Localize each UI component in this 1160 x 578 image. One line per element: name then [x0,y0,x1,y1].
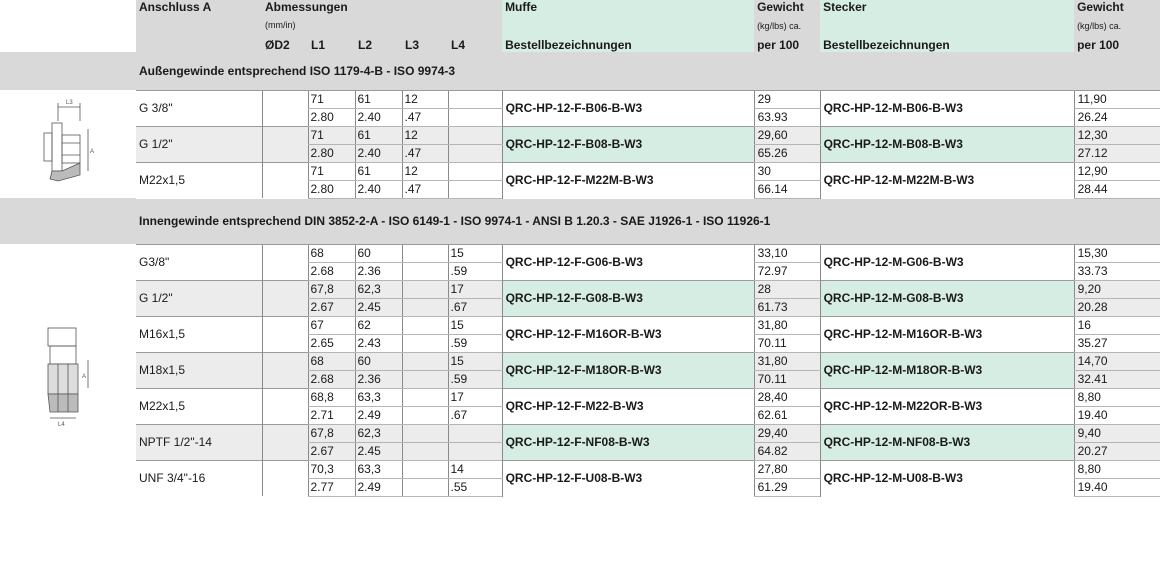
l1-in: 2.80 [308,108,355,126]
stecker-order-code: QRC-HP-12-M-M18OR-B-W3 [820,352,1074,388]
header-row-1 [0,0,1160,18]
l2-mm: 62,3 [355,280,402,298]
thread-label: UNF 3/4"-16 [136,460,262,496]
l1-mm: 71 [308,162,355,180]
fitting-drawing-cell [0,90,136,198]
stecker-weight-lbs: 26.24 [1074,108,1160,126]
muffe-weight-lbs: 61.29 [754,478,820,496]
l3-in [402,334,448,352]
l2-mm: 61 [355,126,402,144]
table-row [0,244,1160,262]
l1-in: 2.80 [308,180,355,198]
d2-value [262,388,308,424]
d2-value [262,280,308,316]
section-title: Innengewinde entsprechend DIN 3852-2-A - ISO 6149-1 - ISO 9974-1 - ANSI B 1.20.3 - SAE J1926-1 - ISO 11926-1 [136,198,1160,244]
stecker-weight-lbs: 32.41 [1074,370,1160,388]
l2-mm: 63,3 [355,460,402,478]
stecker-weight-lbs: 19.40 [1074,478,1160,496]
l3-in: .47 [402,108,448,126]
d2-value [262,460,308,496]
l1-in: 2.80 [308,144,355,162]
thread-label: M18x1,5 [136,352,262,388]
stecker-weight-kg: 15,30 [1074,244,1160,262]
l1-in: 2.68 [308,262,355,280]
col-anschluss: Anschluss A [136,0,262,52]
stecker-weight-kg: 9,40 [1074,424,1160,442]
l4-in: .67 [448,406,502,424]
l2-in: 2.40 [355,108,402,126]
muffe-weight-kg: 29,60 [754,126,820,144]
svg-text:L3: L3 [66,99,73,106]
l2-in: 2.40 [355,144,402,162]
muffe-weight-lbs: 61.73 [754,298,820,316]
stecker-order-code: QRC-HP-12-M-NF08-B-W3 [820,424,1074,460]
l4-mm: 15 [448,244,502,262]
l4-mm: 15 [448,352,502,370]
l3-mm [402,280,448,298]
l1-in: 2.68 [308,370,355,388]
thread-label: G 3/8" [136,90,262,126]
l4-mm: 17 [448,388,502,406]
muffe-order-code: QRC-HP-12-F-G08-B-W3 [502,280,754,316]
muffe-order-code: QRC-HP-12-F-U08-B-W3 [502,460,754,496]
stecker-weight-kg: 16 [1074,316,1160,334]
l1-mm: 71 [308,90,355,108]
muffe-order-code: QRC-HP-12-F-M18OR-B-W3 [502,352,754,388]
l2-mm: 63,3 [355,388,402,406]
l1-in: 2.67 [308,442,355,460]
l3-mm: 12 [402,90,448,108]
thread-label: M22x1,5 [136,162,262,198]
stecker-weight-kg: 14,70 [1074,352,1160,370]
l3-mm [402,388,448,406]
stecker-weight-kg: 8,80 [1074,460,1160,478]
unit-kg-muffe: (kg/lbs) ca. [754,18,820,34]
col-per100-muffe: per 100 [754,34,820,52]
l3-mm [402,316,448,334]
section-external-thread [0,52,1160,90]
d2-value [262,162,308,198]
thread-label: G 1/2" [136,280,262,316]
l1-mm: 68 [308,352,355,370]
section-internal-thread [0,198,1160,244]
l2-in: 2.49 [355,478,402,496]
l4-in [448,144,502,162]
l2-mm: 62 [355,316,402,334]
l4-in: .59 [448,370,502,388]
l3-in [402,370,448,388]
stecker-order-code: QRC-HP-12-M-B06-B-W3 [820,90,1074,126]
l3-mm [402,352,448,370]
muffe-weight-lbs: 70.11 [754,334,820,352]
muffe-weight-lbs: 66.14 [754,180,820,198]
table-row [0,460,1160,478]
table-row [0,388,1160,406]
l2-in: 2.43 [355,334,402,352]
l2-mm: 61 [355,162,402,180]
col-stecker: Stecker [820,0,1074,18]
stecker-weight-lbs: 28.44 [1074,180,1160,198]
stecker-weight-lbs: 35.27 [1074,334,1160,352]
stecker-order-code: QRC-HP-12-M-U08-B-W3 [820,460,1074,496]
muffe-weight-kg: 29 [754,90,820,108]
stecker-weight-kg: 11,90 [1074,90,1160,108]
col-abmessungen: Abmessungen [262,0,502,18]
l4-in: .59 [448,262,502,280]
col-d2: ØD2 [262,34,308,52]
l2-in: 2.49 [355,406,402,424]
l3-in [402,478,448,496]
l4-mm [448,424,502,442]
muffe-order-code: QRC-HP-12-F-M22M-B-W3 [502,162,754,198]
muffe-weight-kg: 31,80 [754,316,820,334]
stecker-weight-kg: 12,90 [1074,162,1160,180]
l3-mm [402,424,448,442]
stecker-order-code: QRC-HP-12-M-G08-B-W3 [820,280,1074,316]
d2-value [262,352,308,388]
l3-mm: 12 [402,162,448,180]
col-l2: L2 [355,34,402,52]
l4-mm [448,90,502,108]
muffe-weight-kg: 28,40 [754,388,820,406]
l2-in: 2.36 [355,262,402,280]
muffe-weight-kg: 28 [754,280,820,298]
l1-mm: 68 [308,244,355,262]
muffe-weight-kg: 27,80 [754,460,820,478]
col-l1: L1 [308,34,355,52]
muffe-order-code: QRC-HP-12-F-G06-B-W3 [502,244,754,280]
muffe-weight-kg: 33,10 [754,244,820,262]
d2-value [262,424,308,460]
col-gewicht-muffe: Gewicht [754,0,820,18]
l1-mm: 68,8 [308,388,355,406]
stecker-order-code: QRC-HP-12-M-G06-B-W3 [820,244,1074,280]
svg-text:A: A [82,373,87,380]
l2-mm: 62,3 [355,424,402,442]
l1-mm: 67,8 [308,424,355,442]
fitting-drawing-cell [0,244,136,496]
l1-in: 2.77 [308,478,355,496]
l4-in [448,108,502,126]
d2-value [262,244,308,280]
muffe-weight-lbs: 70.11 [754,370,820,388]
l1-in: 2.67 [308,298,355,316]
l4-in: .55 [448,478,502,496]
muffe-order-code: QRC-HP-12-F-B06-B-W3 [502,90,754,126]
l3-in: .47 [402,180,448,198]
l4-in: .59 [448,334,502,352]
thread-label: G 1/2" [136,126,262,162]
col-gewicht-stecker: Gewicht [1074,0,1160,18]
l2-in: 2.40 [355,180,402,198]
table-row [0,280,1160,298]
muffe-weight-kg: 30 [754,162,820,180]
table-row [0,90,1160,108]
l3-in [402,262,448,280]
muffe-weight-kg: 29,40 [754,424,820,442]
l1-mm: 70,3 [308,460,355,478]
stecker-weight-lbs: 33.73 [1074,262,1160,280]
l4-mm: 15 [448,316,502,334]
l1-mm: 67,8 [308,280,355,298]
muffe-weight-lbs: 63.93 [754,108,820,126]
l2-in: 2.45 [355,442,402,460]
external-thread-fitting-drawing [28,93,108,193]
muffe-weight-kg: 31,80 [754,352,820,370]
d2-value [262,316,308,352]
l4-mm [448,126,502,144]
l2-in: 2.36 [355,370,402,388]
muffe-order-code: QRC-HP-12-F-M22-B-W3 [502,388,754,424]
table-row [0,352,1160,370]
table-row [0,424,1160,442]
internal-thread-fitting-drawing [28,304,108,434]
l3-in: .47 [402,144,448,162]
muffe-order-code: QRC-HP-12-F-B08-B-W3 [502,126,754,162]
l4-in: .67 [448,298,502,316]
col-per100-stecker: per 100 [1074,34,1160,52]
thread-label: M16x1,5 [136,316,262,352]
table-row [0,162,1160,180]
l1-mm: 67 [308,316,355,334]
muffe-weight-lbs: 72.97 [754,262,820,280]
l3-mm [402,244,448,262]
muffe-order-code: QRC-HP-12-F-NF08-B-W3 [502,424,754,460]
stecker-weight-lbs: 19.40 [1074,406,1160,424]
d2-value [262,90,308,126]
stecker-order-code: QRC-HP-12-M-M22OR-B-W3 [820,388,1074,424]
l4-mm: 17 [448,280,502,298]
col-bestell-stecker: Bestellbezeichnungen [820,34,1074,52]
l1-in: 2.65 [308,334,355,352]
muffe-weight-lbs: 62.61 [754,406,820,424]
stecker-order-code: QRC-HP-12-M-M22M-B-W3 [820,162,1074,198]
section-title: Außengewinde entsprechend ISO 1179-4-B - ISO 9974-3 [136,52,1160,90]
l4-mm: 14 [448,460,502,478]
l3-mm: 12 [402,126,448,144]
l3-in [402,298,448,316]
l1-mm: 71 [308,126,355,144]
thread-label: NPTF 1/2"-14 [136,424,262,460]
stecker-weight-kg: 8,80 [1074,388,1160,406]
l1-in: 2.71 [308,406,355,424]
l4-in [448,442,502,460]
stecker-weight-lbs: 20.27 [1074,442,1160,460]
thread-label: G3/8" [136,244,262,280]
unit-mm: (mm/in) [262,18,502,34]
l4-mm [448,162,502,180]
stecker-weight-kg: 9,20 [1074,280,1160,298]
col-l4: L4 [448,34,502,52]
col-muffe: Muffe [502,0,754,18]
table-row [0,126,1160,144]
l2-mm: 60 [355,352,402,370]
l4-in [448,180,502,198]
l3-in [402,406,448,424]
muffe-order-code: QRC-HP-12-F-M16OR-B-W3 [502,316,754,352]
thread-label: M22x1,5 [136,388,262,424]
stecker-order-code: QRC-HP-12-M-B08-B-W3 [820,126,1074,162]
col-l3: L3 [402,34,448,52]
header-blank [0,0,136,52]
muffe-weight-lbs: 64.82 [754,442,820,460]
svg-text:A: A [90,148,95,155]
stecker-weight-lbs: 27.12 [1074,144,1160,162]
stecker-weight-kg: 12,30 [1074,126,1160,144]
l2-mm: 60 [355,244,402,262]
l3-mm [402,460,448,478]
l2-mm: 61 [355,90,402,108]
muffe-weight-lbs: 65.26 [754,144,820,162]
d2-value [262,126,308,162]
svg-text:L4: L4 [58,421,65,428]
l3-in [402,442,448,460]
stecker-order-code: QRC-HP-12-M-M16OR-B-W3 [820,316,1074,352]
l2-in: 2.45 [355,298,402,316]
table-row [0,316,1160,334]
unit-kg-stecker: (kg/lbs) ca. [1074,18,1160,34]
stecker-weight-lbs: 20.28 [1074,298,1160,316]
col-bestell-muffe: Bestellbezeichnungen [502,34,754,52]
